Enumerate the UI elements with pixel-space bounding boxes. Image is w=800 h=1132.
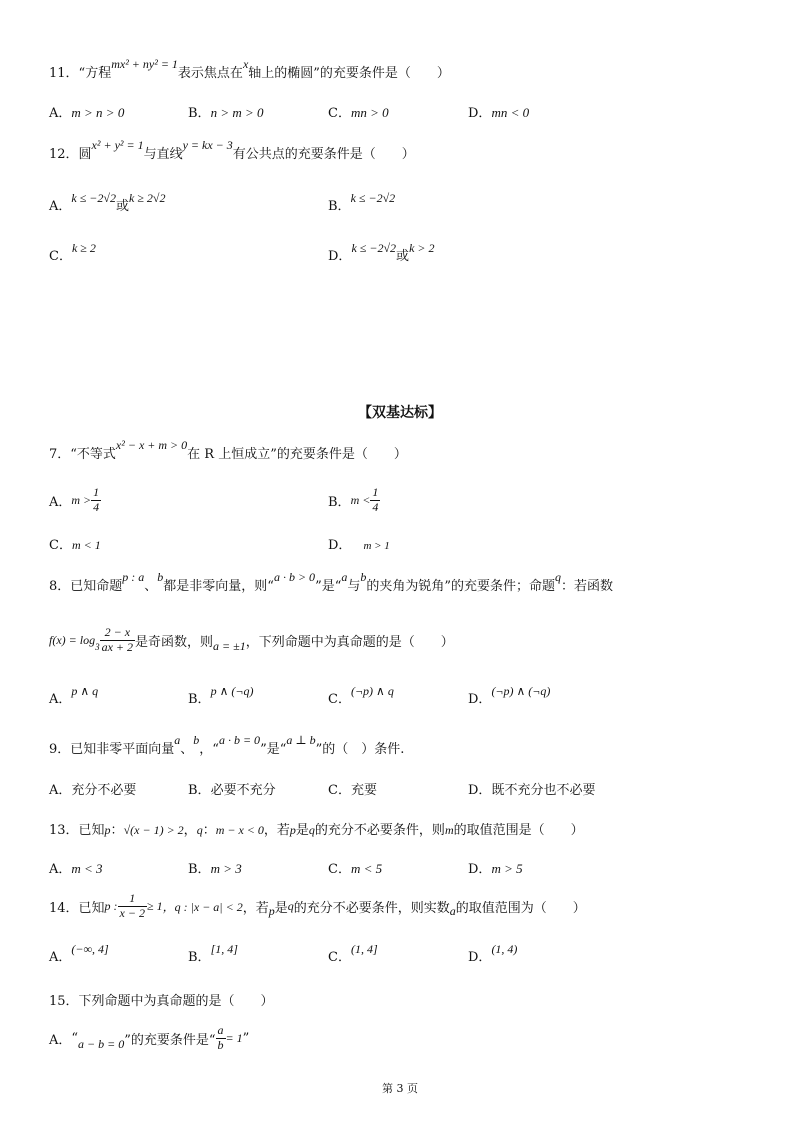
q13-text-e: 的取值范围是（ ） bbox=[453, 823, 584, 838]
q9-separator: 、 bbox=[180, 742, 194, 757]
q9-option-d[interactable] bbox=[468, 779, 595, 798]
option-label: D． bbox=[468, 783, 492, 798]
option-math: p ∧ (¬q) bbox=[210, 684, 254, 698]
q8-option-b[interactable] bbox=[188, 680, 254, 707]
q13-text-d: 的充分不必要条件，则 bbox=[314, 823, 445, 838]
q8-text-i: ，下列命题中为真命题的是（ ） bbox=[245, 634, 454, 650]
fraction-denominator: b bbox=[217, 1037, 224, 1052]
q14-ge: ≥ 1 bbox=[146, 898, 163, 913]
q13-condition-q: m − x < 0 bbox=[215, 823, 264, 837]
q14-text-c: 是 bbox=[274, 900, 288, 916]
option-math: [1, 4] bbox=[210, 942, 238, 956]
option-join: 或 bbox=[396, 249, 410, 264]
q8-text-f: 的夹角为锐角”的充要条件；命题 bbox=[366, 579, 556, 594]
q15-option-a[interactable] bbox=[49, 1024, 249, 1053]
option-math: k ≤ −2√2 bbox=[350, 191, 396, 205]
q11-option-a[interactable] bbox=[49, 102, 124, 121]
option-join: 或 bbox=[116, 199, 130, 214]
option-label: D． bbox=[468, 862, 492, 877]
q12-text-b: 与直线 bbox=[143, 147, 183, 162]
q13-prop-q: q bbox=[196, 823, 203, 837]
q12-option-b[interactable] bbox=[328, 187, 396, 214]
q14-option-b[interactable] bbox=[188, 938, 238, 965]
q8-vector-b: b bbox=[157, 570, 164, 584]
q11-text-b: 表示焦点在 bbox=[177, 66, 243, 81]
q7-text-a: 7．“不等式 bbox=[49, 447, 116, 462]
q9-condition-1: a · b = 0 bbox=[218, 733, 261, 747]
option-math: n > m > 0 bbox=[210, 105, 264, 120]
q9-option-b[interactable] bbox=[188, 779, 276, 798]
option-label: D． bbox=[468, 106, 492, 121]
q8-option-d[interactable] bbox=[468, 680, 551, 707]
option-math: (¬p) ∧ q bbox=[350, 684, 394, 698]
q7-option-c[interactable] bbox=[49, 534, 101, 553]
option-math: (−∞, 4] bbox=[71, 942, 109, 956]
option-math: m < 1 bbox=[71, 538, 101, 552]
q8-text-g: ：若函数 bbox=[561, 579, 614, 594]
q14-prop-p: p : bbox=[104, 898, 118, 913]
option-label: D． bbox=[468, 692, 492, 707]
q13-text-b: ，若 bbox=[263, 823, 290, 838]
q8-option-a[interactable] bbox=[49, 680, 99, 707]
option-math-2: = 1 bbox=[225, 1030, 243, 1045]
option-label: A． bbox=[49, 783, 72, 798]
option-label: A． bbox=[49, 106, 72, 121]
q9-text-d: ”的（ ）条件. bbox=[315, 742, 405, 757]
option-fraction bbox=[370, 486, 380, 515]
q8-vector-a: p : a bbox=[122, 570, 145, 584]
q11-axis-var: x bbox=[242, 57, 249, 71]
option-label: A． bbox=[49, 494, 72, 510]
fraction-numerator: a bbox=[217, 1023, 224, 1037]
option-label: B． bbox=[328, 494, 351, 510]
option-math-2: k ≥ 2√2 bbox=[129, 191, 166, 205]
option-math: (¬p) ∧ (¬q) bbox=[491, 684, 551, 698]
option-math: m < 5 bbox=[350, 861, 383, 876]
option-math-2: k > 2 bbox=[409, 241, 435, 255]
option-math: m > 1 bbox=[363, 540, 390, 552]
option-label: C． bbox=[49, 538, 72, 553]
q14-condition-q: ，q : |x − a| < 2 bbox=[162, 899, 243, 914]
q8-text-h: 是奇函数，则 bbox=[135, 634, 214, 650]
q9-stem bbox=[49, 733, 405, 757]
option-label: C． bbox=[328, 106, 351, 121]
option-text: 既不充分也不必要 bbox=[491, 783, 596, 798]
q8-function: f(x) = log bbox=[49, 632, 96, 647]
q13-colon: ： bbox=[110, 823, 124, 838]
q7-option-b[interactable] bbox=[328, 486, 380, 515]
q8-text-c: 都是非零向量，则“ bbox=[163, 579, 274, 594]
q9-text-c: ”是“ bbox=[260, 742, 287, 757]
option-label: C． bbox=[328, 692, 351, 707]
option-label: C． bbox=[49, 249, 72, 264]
q14-stem bbox=[49, 892, 586, 921]
q13-option-c[interactable] bbox=[328, 858, 382, 877]
q13-text-a: 13．已知 bbox=[49, 823, 105, 838]
q7-stem bbox=[49, 438, 407, 462]
q13-prop-p-2: p bbox=[289, 823, 296, 837]
q12-option-a[interactable] bbox=[49, 187, 166, 214]
option-label: A． bbox=[49, 1032, 72, 1048]
q8-prop-q: q bbox=[555, 570, 562, 584]
q7-inequality: x² − x + m > 0 bbox=[115, 438, 188, 452]
q8-stem-line1 bbox=[49, 570, 614, 594]
q13-prop-q-2: q bbox=[308, 823, 315, 837]
q8-dot-condition: a · b > 0 bbox=[273, 570, 316, 584]
q14-option-a[interactable] bbox=[49, 938, 109, 965]
q11-option-b[interactable] bbox=[188, 102, 264, 121]
option-math: m > 5 bbox=[491, 861, 523, 876]
option-text: 充要 bbox=[350, 783, 377, 798]
option-math: mn > 0 bbox=[350, 105, 389, 120]
option-fraction bbox=[216, 1024, 226, 1053]
option-label: B． bbox=[188, 106, 211, 121]
q13-comma: ， bbox=[183, 823, 197, 838]
option-label: B． bbox=[188, 692, 211, 707]
q14-fraction bbox=[118, 892, 147, 921]
option-math: m < 3 bbox=[71, 861, 103, 876]
fraction-numerator: 1 bbox=[93, 485, 100, 499]
option-label: A． bbox=[49, 862, 72, 877]
fraction-numerator: 2 − x bbox=[100, 626, 135, 641]
q7-option-d[interactable] bbox=[328, 534, 390, 553]
q7-option-a[interactable] bbox=[49, 486, 101, 515]
q13-option-b[interactable] bbox=[188, 858, 242, 877]
q14-prop-p-2: p bbox=[268, 903, 275, 918]
q14-option-d[interactable] bbox=[468, 938, 518, 965]
q12-text-c: 有公共点的充要条件是（ ） bbox=[232, 147, 415, 162]
q8-text-d: ”是“ bbox=[315, 579, 342, 594]
q13-option-d[interactable] bbox=[468, 858, 523, 877]
q8-text-a: 8．已知命题 bbox=[49, 579, 123, 594]
q8-vector-a-2: a bbox=[341, 570, 348, 584]
q13-option-a[interactable] bbox=[49, 858, 103, 877]
q8-log-base: 3 bbox=[95, 641, 100, 652]
q8-stem-line2 bbox=[49, 626, 454, 655]
option-label: B． bbox=[188, 783, 211, 798]
q14-text-d: 的充分不必要条件，则实数 bbox=[293, 900, 450, 916]
option-label: A． bbox=[49, 199, 72, 214]
option-label: D． bbox=[468, 950, 492, 965]
q9-option-c[interactable] bbox=[328, 779, 377, 798]
q13-text-c: 是 bbox=[295, 823, 309, 838]
q8-a-value: a = ±1 bbox=[213, 638, 246, 653]
q11-equation: mx² + ny² = 1 bbox=[111, 57, 178, 71]
q8-vector-b-2: b bbox=[360, 570, 367, 584]
fraction-numerator: 1 bbox=[372, 485, 379, 499]
q14-prop-q-2: q bbox=[287, 898, 294, 913]
q13-colon-2: ： bbox=[202, 823, 216, 838]
option-math: a − b = 0 bbox=[78, 1036, 125, 1051]
q8-text-e: 与 bbox=[347, 579, 361, 594]
page-number: 第 3 页 bbox=[382, 1082, 418, 1095]
q11-option-d[interactable] bbox=[468, 102, 529, 121]
q9-text-a: 9．已知非零平面向量 bbox=[49, 742, 175, 757]
option-label: A． bbox=[49, 692, 72, 707]
q14-text-e: 的取值范围为（ ） bbox=[455, 900, 586, 916]
option-math: m < bbox=[350, 492, 371, 507]
option-math: (1, 4) bbox=[491, 942, 518, 956]
section-heading: 【双基达标】 bbox=[358, 405, 442, 421]
option-label: B． bbox=[188, 950, 211, 965]
fraction-numerator: 1 bbox=[118, 892, 147, 907]
option-math: k ≥ 2 bbox=[71, 241, 96, 255]
option-label: B． bbox=[328, 199, 351, 214]
option-math: (1, 4] bbox=[350, 942, 378, 956]
option-label: A． bbox=[49, 950, 72, 965]
q7-text-b: 在 R 上恒成立”的充要条件是（ ） bbox=[187, 447, 407, 462]
option-math: mn < 0 bbox=[491, 105, 530, 120]
option-fraction bbox=[91, 486, 101, 515]
option-text-b: ”的充要条件是“ bbox=[124, 1032, 216, 1048]
fraction-denominator: ax + 2 bbox=[101, 639, 134, 654]
option-label: C． bbox=[328, 862, 351, 877]
q11-stem bbox=[49, 57, 450, 81]
fraction-denominator: x − 2 bbox=[119, 905, 145, 920]
q13-stem bbox=[49, 819, 584, 838]
option-text-a: “ bbox=[71, 1030, 79, 1046]
q13-prop-p: p bbox=[104, 823, 111, 837]
option-math: m > 3 bbox=[210, 861, 242, 876]
option-label: B． bbox=[188, 862, 211, 877]
option-text-c: ” bbox=[242, 1030, 250, 1046]
q9-option-a[interactable] bbox=[49, 779, 136, 798]
q9-condition-2: a ⊥ b bbox=[286, 733, 316, 747]
q9-vector-b: b bbox=[193, 733, 200, 747]
q12-text-a: 12．圆 bbox=[49, 147, 92, 162]
q12-circle-eq: x² + y² = 1 bbox=[91, 138, 144, 152]
q8-separator: 、 bbox=[144, 579, 158, 594]
option-math: m > bbox=[71, 492, 92, 507]
q12-option-d[interactable] bbox=[328, 237, 435, 264]
q9-vector-a: a bbox=[174, 733, 181, 747]
option-math: m > n > 0 bbox=[71, 105, 125, 120]
option-math: p ∧ q bbox=[71, 684, 99, 698]
q14-option-c[interactable] bbox=[328, 938, 378, 965]
q8-fraction bbox=[100, 626, 135, 655]
option-text: 充分不必要 bbox=[71, 783, 137, 798]
option-label: C． bbox=[328, 783, 351, 798]
q9-text-b: ，“ bbox=[199, 742, 219, 757]
q15-stem: 15．下列命题中为真命题的是（ ） bbox=[49, 994, 274, 1009]
option-label: C． bbox=[328, 950, 351, 965]
option-math: k ≤ −2√2 bbox=[351, 241, 397, 255]
q8-option-c[interactable] bbox=[328, 680, 394, 707]
q12-line-eq: y = kx − 3 bbox=[182, 138, 233, 152]
q14-text-a: 14．已知 bbox=[49, 900, 105, 916]
q14-var-a: a bbox=[449, 903, 456, 918]
fraction-denominator: 4 bbox=[93, 499, 100, 514]
fraction-denominator: 4 bbox=[372, 499, 379, 514]
q12-stem bbox=[49, 138, 415, 162]
option-text: 必要不充分 bbox=[210, 783, 276, 798]
q11-text-a: 11．“方程 bbox=[49, 66, 112, 81]
q11-text-c: 轴上的椭圆”的充要条件是（ ） bbox=[248, 66, 450, 81]
q11-option-c[interactable] bbox=[328, 102, 389, 121]
q14-text-b: ，若 bbox=[242, 900, 269, 916]
q13-condition-p: √(x − 1) > 2 bbox=[123, 823, 184, 837]
q12-option-c[interactable] bbox=[49, 237, 96, 264]
option-math: k ≤ −2√2 bbox=[71, 191, 116, 205]
q13-var-m: m bbox=[444, 823, 454, 837]
option-label: D． bbox=[328, 249, 352, 264]
option-label: D． bbox=[328, 538, 352, 553]
